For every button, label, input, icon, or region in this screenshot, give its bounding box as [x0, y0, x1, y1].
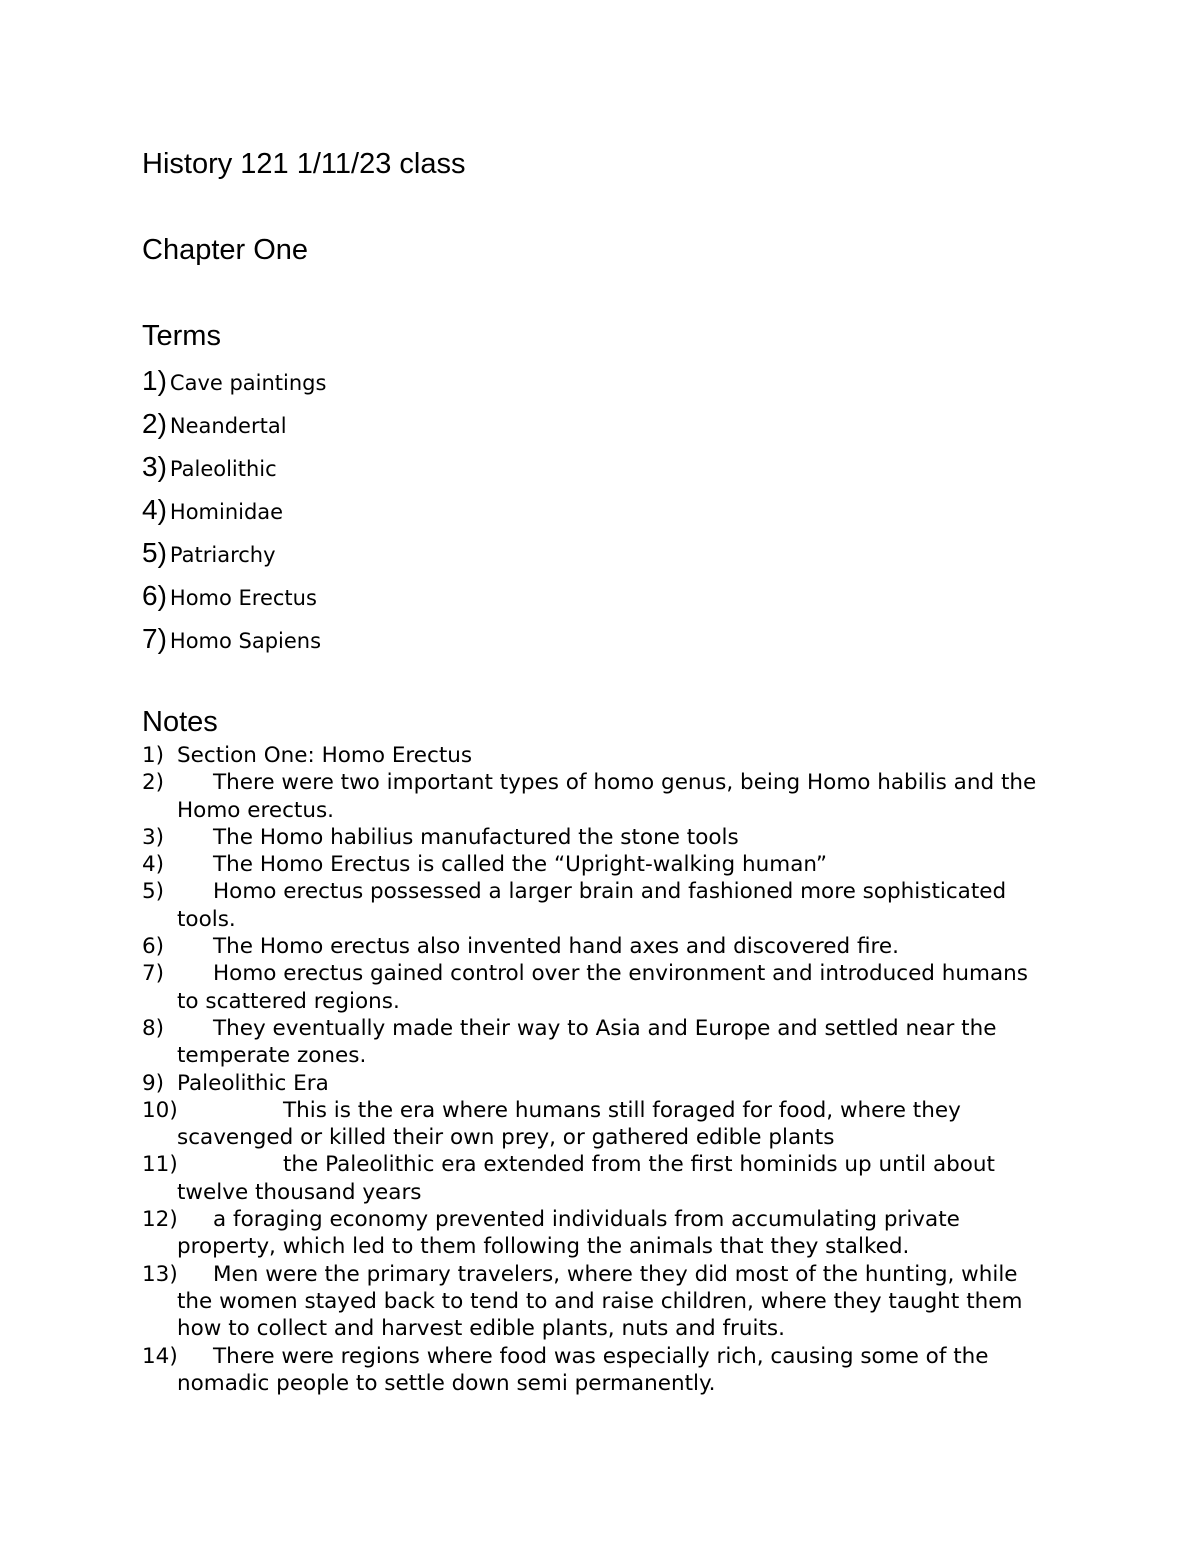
note-item — [142, 1343, 1042, 1398]
term-number: 1) — [142, 365, 167, 396]
chapter-heading: Chapter One — [142, 234, 309, 266]
note-number: 2) — [142, 770, 165, 796]
note-text: The Homo Erectus is called the “Upright-walking human” — [213, 852, 827, 878]
term-text: Homo Sapiens — [169, 629, 322, 653]
note-number: 11) — [142, 1152, 178, 1178]
term-text: Hominidae — [169, 500, 284, 524]
note-text: This is the era where humans still foraged for food, where they scavenged or killed their own prey, or gathered edible plants — [177, 1097, 961, 1151]
note-item — [142, 933, 1042, 960]
note-number: 8) — [142, 1015, 165, 1041]
term-item — [142, 366, 326, 409]
term-item — [142, 624, 326, 667]
term-text: Paleolithic — [169, 457, 277, 481]
note-text: Homo erectus gained control over the environment and introduced humans to scattered regions. — [177, 961, 1028, 1014]
term-number: 2) — [142, 408, 167, 439]
note-item — [142, 742, 1042, 769]
term-number: 3) — [142, 451, 167, 482]
term-item — [142, 495, 326, 538]
note-text: a foraging economy prevented individuals from accumulating private property, which led to them following the animals that they stalked. — [177, 1207, 960, 1260]
note-number: 7) — [142, 961, 165, 987]
note-number: 5) — [142, 879, 165, 905]
document-title: History 121 1/11/23 class — [142, 148, 466, 180]
note-text: Section One: Homo Erectus — [177, 743, 473, 768]
terms-heading: Terms — [142, 320, 221, 352]
note-number: 13) — [142, 1261, 178, 1287]
term-text: Neandertal — [169, 414, 287, 438]
notes-heading: Notes — [142, 706, 218, 738]
note-text: They eventually made their way to Asia and Europe and settled near the temperate zones. — [177, 1015, 997, 1069]
term-number: 6) — [142, 580, 167, 611]
note-number: 10) — [142, 1097, 178, 1123]
note-number: 9) — [142, 1070, 165, 1096]
term-item — [142, 538, 326, 581]
note-text: Men were the primary travelers, where they did most of the hunting, while the women stayed back to tend to and raise children, where they taught them how to collect and harvest edible plants, nuts and fruits. — [177, 1261, 1023, 1342]
note-number: 6) — [142, 934, 165, 960]
note-item — [142, 1097, 1042, 1152]
term-text: Patriarchy — [169, 543, 276, 567]
note-item — [142, 851, 1042, 878]
note-text: The Homo habilius manufactured the stone tools — [213, 824, 739, 850]
note-text: The Homo erectus also invented hand axes and discovered fire. — [213, 934, 899, 960]
note-item — [142, 1070, 1042, 1097]
terms-list — [142, 366, 326, 667]
note-item — [142, 1261, 1042, 1343]
term-text: Homo Erectus — [169, 586, 317, 610]
term-item — [142, 581, 326, 624]
note-number: 1) — [142, 743, 165, 768]
note-item — [142, 1206, 1042, 1261]
note-item — [142, 769, 1042, 824]
note-number: 12) — [142, 1207, 178, 1233]
note-item — [142, 824, 1042, 851]
term-text: Cave paintings — [169, 371, 327, 395]
term-number: 5) — [142, 537, 167, 568]
note-number: 4) — [142, 852, 165, 878]
note-item — [142, 878, 1042, 933]
note-text: Homo erectus possessed a larger brain and fashioned more sophisticated tools. — [177, 879, 1007, 932]
term-item — [142, 409, 326, 452]
note-item — [142, 1015, 1042, 1070]
note-text: the Paleolithic era extended from the first hominids up until about twelve thousand years — [177, 1152, 995, 1205]
note-item — [142, 1151, 1042, 1206]
term-number: 7) — [142, 623, 167, 654]
term-item — [142, 452, 326, 495]
note-text: Paleolithic Era — [177, 1070, 329, 1096]
note-number: 14) — [142, 1343, 178, 1369]
note-text: There were two important types of homo genus, being Homo habilis and the Homo erectus. — [177, 770, 1037, 823]
notes-list — [142, 742, 1042, 1397]
term-number: 4) — [142, 494, 167, 525]
note-number: 3) — [142, 824, 165, 850]
note-text: There were regions where food was especially rich, causing some of the nomadic people to settle down semi permanently. — [177, 1343, 989, 1396]
note-item — [142, 960, 1042, 1015]
